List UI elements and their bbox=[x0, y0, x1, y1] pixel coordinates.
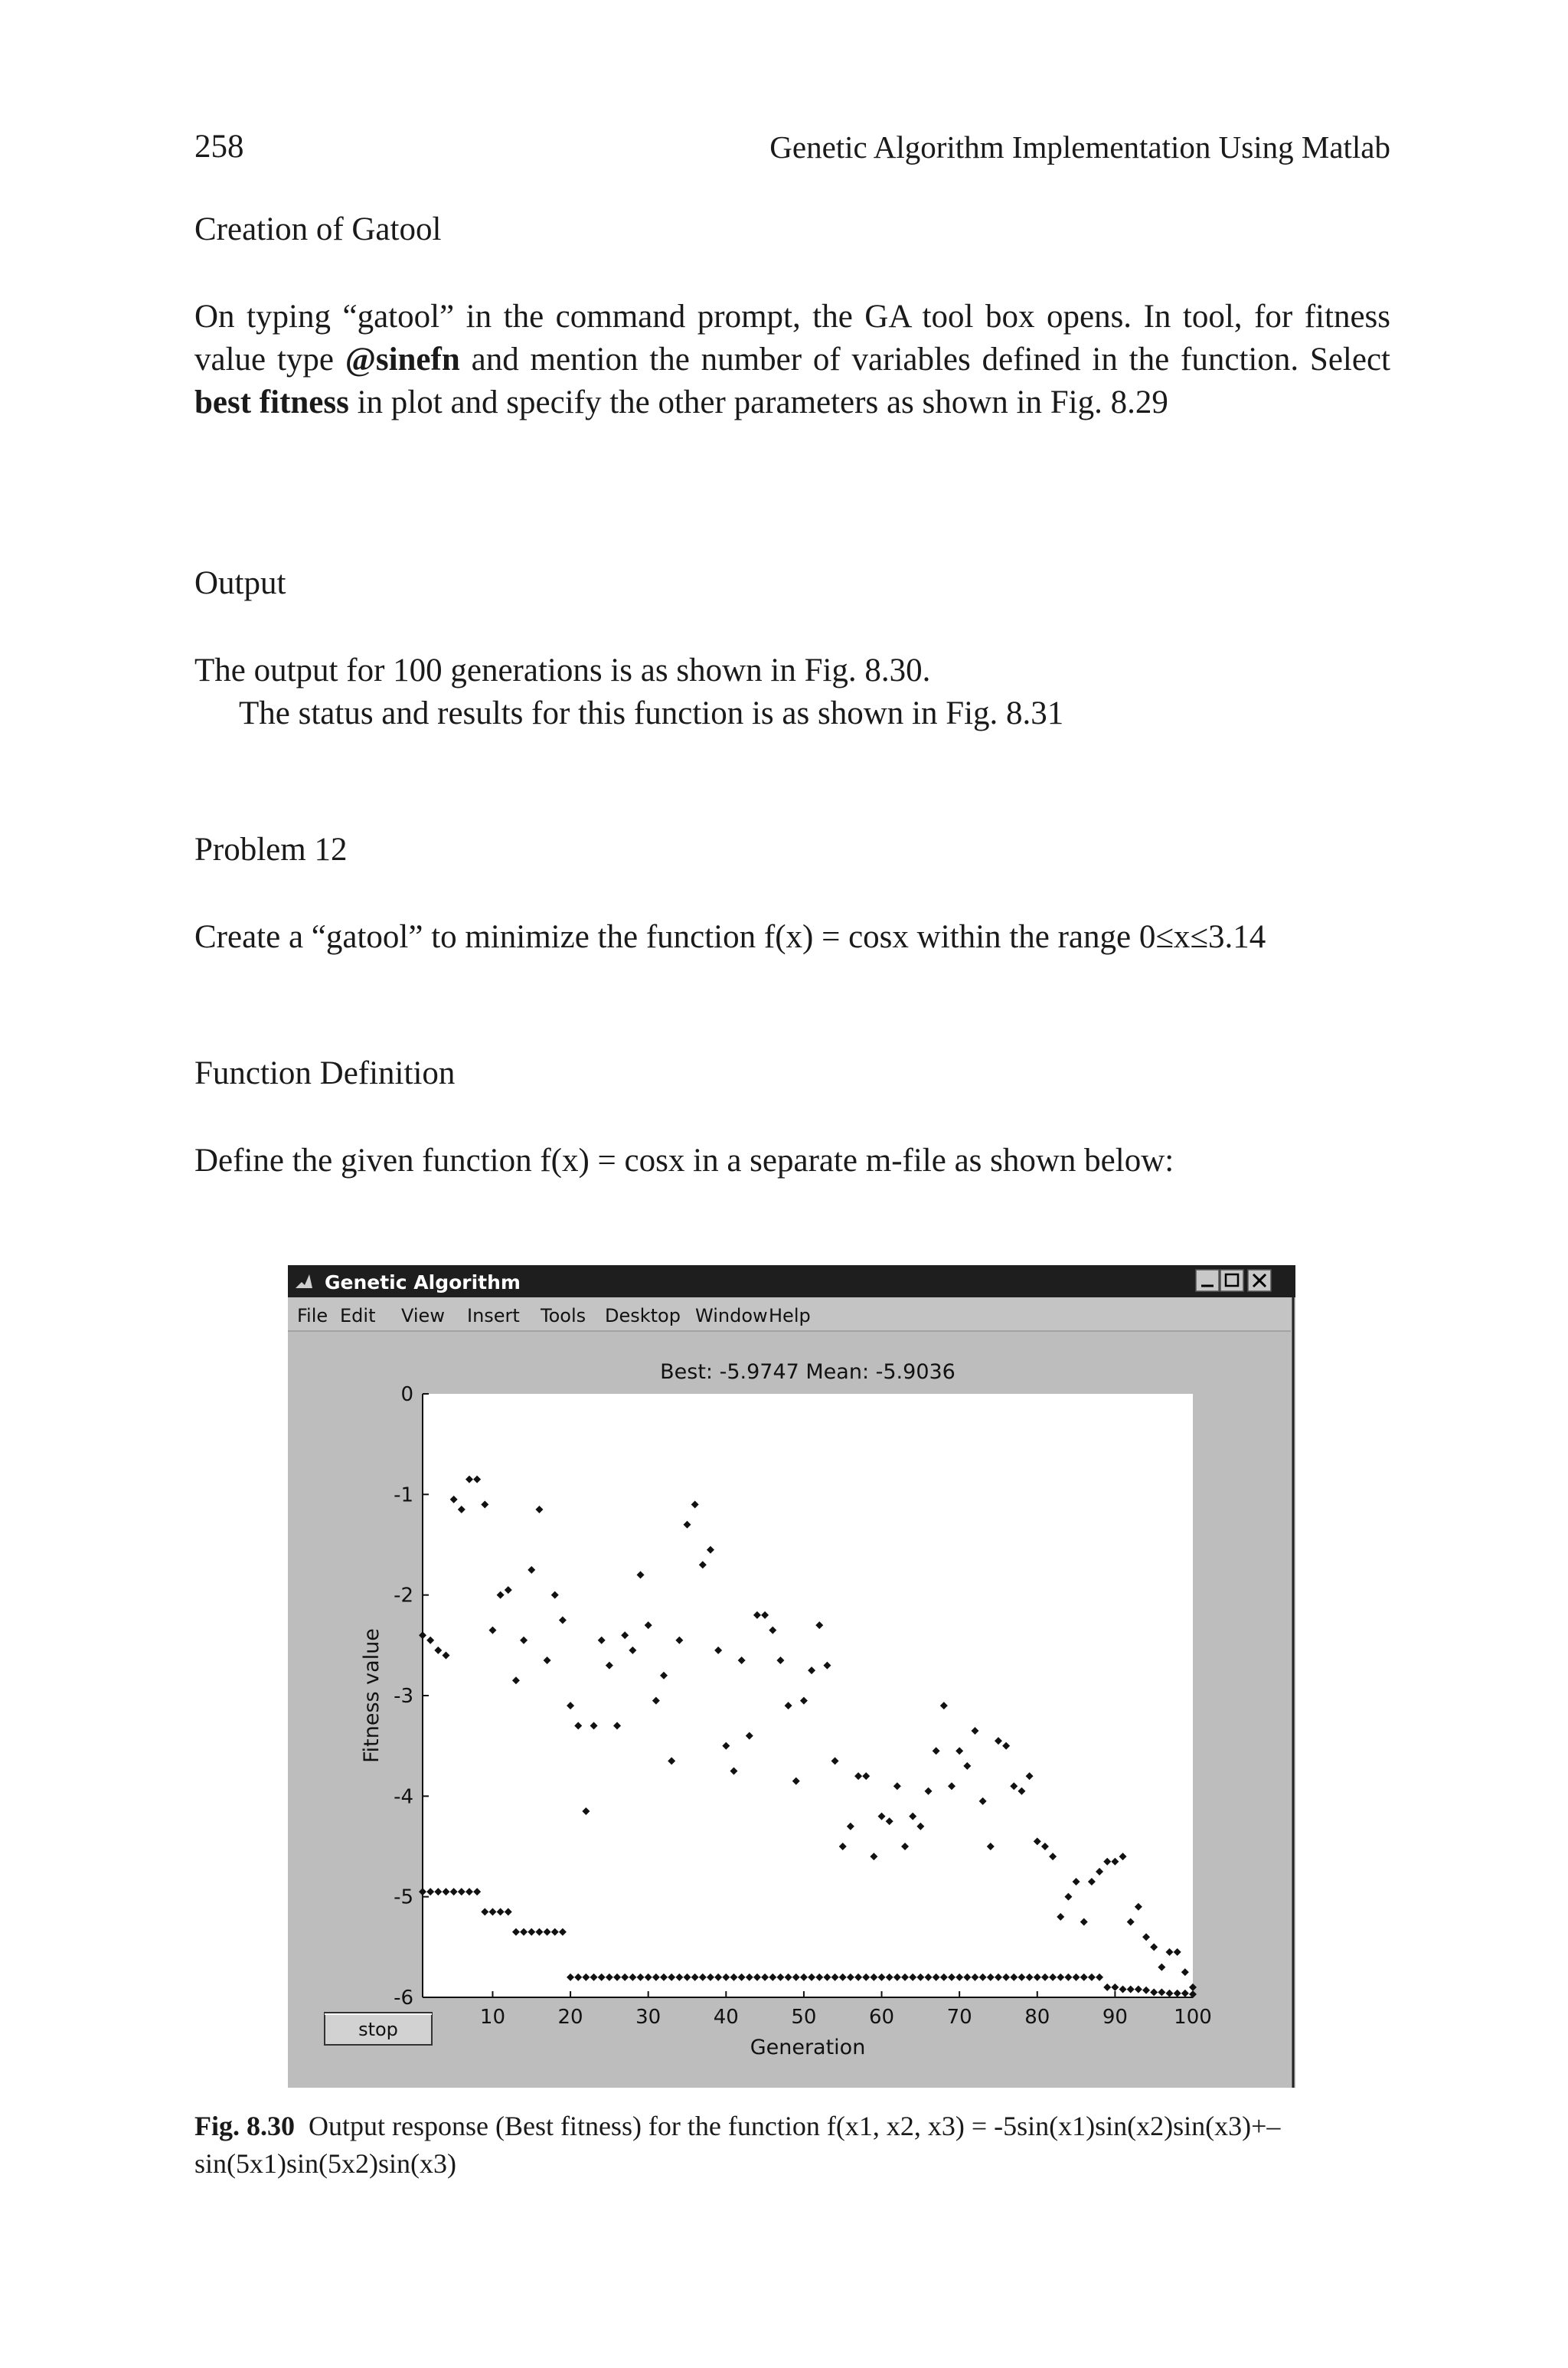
plot-title: Best: -5.9747 Mean: -5.9036 bbox=[660, 1360, 956, 1384]
page-number: 258 bbox=[194, 129, 244, 165]
menu-item-help[interactable]: Help bbox=[769, 1305, 811, 1326]
stop-button-label: stop bbox=[358, 2019, 398, 2040]
figure-caption bbox=[194, 2108, 1390, 2183]
caption-text: Output response (Best fitness) for the function f(x1, x2, x3) = -5sin(x1)sin(x2)sin(x3)+–sin(5x1)sin(5x2)sin(x3) bbox=[194, 2111, 1281, 2179]
problem-text: Create a “gatool” to minimize the function f(x) = cosx within the range 0≤x≤3.14 bbox=[194, 919, 1266, 955]
maximize-icon[interactable] bbox=[1220, 1270, 1243, 1291]
x-tick-label: 90 bbox=[1102, 2006, 1128, 2029]
function-definition-text: Define the given function f(x) = cosx in a separate m-file as shown below: bbox=[194, 1143, 1174, 1179]
menu-item-file[interactable]: File bbox=[297, 1305, 328, 1326]
section-heading-problem: Problem 12 bbox=[194, 832, 348, 868]
menu-item-view[interactable]: View bbox=[401, 1305, 445, 1326]
x-tick-label: 40 bbox=[713, 2006, 739, 2029]
para-bold-best-fitness: best fitness bbox=[194, 384, 349, 420]
stop-button[interactable] bbox=[325, 2013, 432, 2045]
plot-area bbox=[423, 1394, 1193, 1997]
menu-item-insert[interactable]: Insert bbox=[467, 1305, 520, 1326]
x-tick-label: 80 bbox=[1024, 2006, 1050, 2029]
menu-item-desktop[interactable]: Desktop bbox=[605, 1305, 681, 1326]
x-tick-label: 60 bbox=[868, 2006, 895, 2029]
y-axis-label: Fitness value bbox=[360, 1628, 384, 1763]
section-heading-output: Output bbox=[194, 565, 286, 601]
close-icon[interactable] bbox=[1248, 1270, 1271, 1291]
window-title: Genetic Algorithm bbox=[325, 1271, 521, 1294]
y-tick-label: -1 bbox=[394, 1483, 413, 1507]
y-tick-label: -5 bbox=[394, 1886, 413, 1909]
x-tick-label: 10 bbox=[479, 2006, 506, 2029]
section-heading-creation: Creation of Gatool bbox=[194, 211, 442, 247]
caption-label: Fig. 8.30 bbox=[194, 2111, 295, 2141]
running-head: Genetic Algorithm Implementation Using Matlab bbox=[769, 129, 1390, 165]
x-axis-label: Generation bbox=[750, 2036, 866, 2059]
y-tick-label: 0 bbox=[400, 1383, 413, 1406]
output-line-2: The status and results for this function is as shown in Fig. 8.31 bbox=[239, 695, 1064, 731]
menu-item-edit[interactable]: Edit bbox=[340, 1305, 376, 1326]
ga-window bbox=[288, 1265, 1295, 2088]
x-tick-label: 20 bbox=[557, 2006, 583, 2029]
y-tick-label: -2 bbox=[394, 1584, 413, 1608]
y-tick-label: -4 bbox=[394, 1785, 413, 1809]
x-tick-label: 70 bbox=[946, 2006, 972, 2029]
x-tick-label: 50 bbox=[791, 2006, 817, 2029]
output-line-1: The output for 100 generations is as shown in Fig. 8.30. bbox=[194, 653, 931, 688]
y-tick-label: -6 bbox=[394, 1987, 413, 2010]
menu-item-tools[interactable]: Tools bbox=[541, 1305, 586, 1326]
para-text-3: in plot and specify the other parameters as shown in Fig. 8.29 bbox=[348, 384, 1168, 420]
section-heading-function-definition: Function Definition bbox=[194, 1055, 456, 1091]
paragraph-creation bbox=[194, 296, 1390, 424]
y-tick-label: -3 bbox=[394, 1685, 413, 1708]
x-tick-label: 100 bbox=[1174, 2006, 1212, 2029]
para-text-1: On typing “gatool” in the command prompt, the GA tool box opens. In tool, for fitness value type bbox=[194, 299, 1390, 378]
figure-window-screenshot bbox=[288, 1265, 1295, 2088]
minimize-icon[interactable] bbox=[1196, 1270, 1219, 1291]
x-tick-label: 30 bbox=[635, 2006, 662, 2029]
para-bold-sinefn: @sinefn bbox=[345, 342, 460, 378]
para-text-2: and mention the number of variables defined in the function. Select bbox=[459, 342, 1390, 378]
menu-item-window[interactable]: Window bbox=[695, 1305, 768, 1326]
